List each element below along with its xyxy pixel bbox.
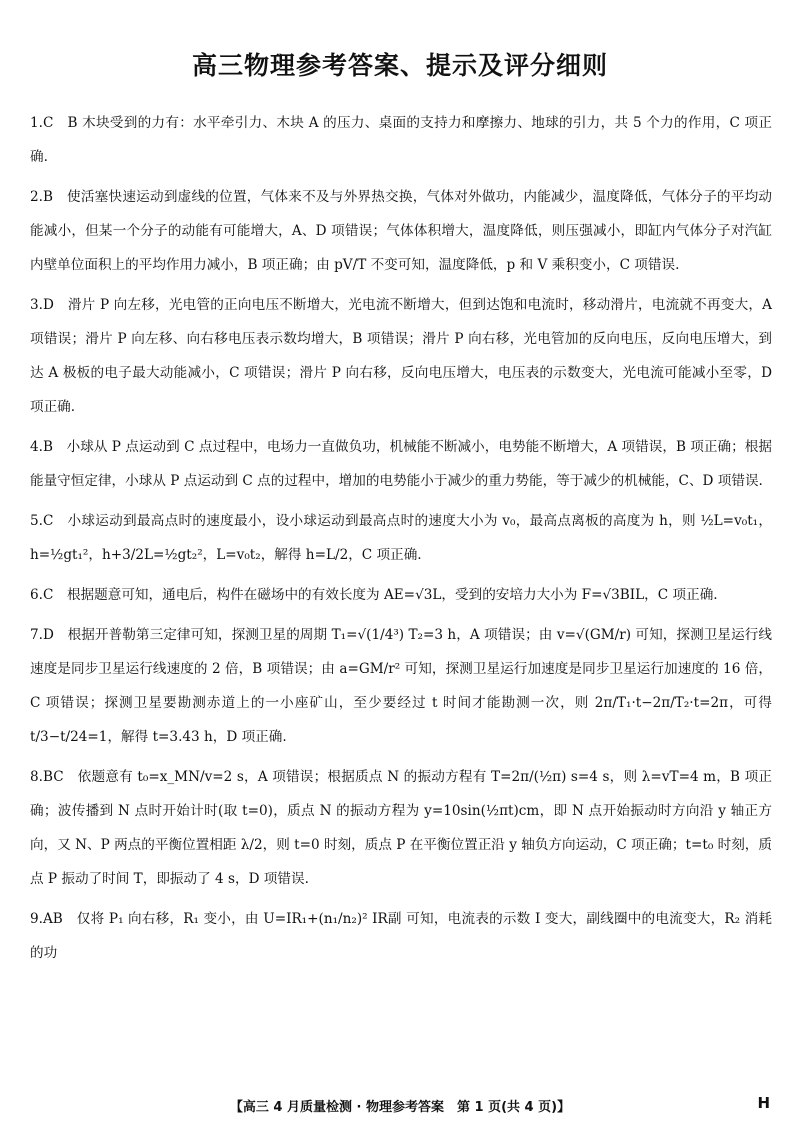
- answer-item-2: 2.B 使活塞快速运动到虚线的位置，气体来不及与外界热交换，气体对外做功，内能减少，温度降低，气体分子的平均动能减小，但某一个分子的动能有可能增大，A、D 项错误；气体体积增大，温度降低，则压强减小，即缸内气体分子对汽缸内壁单位面积上的平均作用力减小，B 项正确；由 pV/T 不变可知，温度降低，p 和 V 乘积变小，C 项错误.: [30, 189, 772, 273]
- answer-item-3: 3.D 滑片 P 向左移，光电管的正向电压不断增大，光电流不断增大，但到达饱和电流时，移动滑片，电流就不再变大，A 项错误；滑片 P 向左移、向右移电压表示数均增大，B 项错误；滑片 P 向右移，光电管加的反向电压，反向电压增大，到达 A 极板的电子最大动能减小，C 项错误；滑片 P 向右移，反向电压增大，电压表的示数变大，光电流可能减小至零，D 项正确.: [30, 297, 772, 415]
- answer-item-8: 8.BC 依题意有 t₀=x_MN/v=2 s，A 项错误；根据质点 N 的振动方程有 T=2π/(½π) s=4 s，则 λ=vT=4 m，B 项正确；波传播到 N 点时开始计时(取 t=0)，质点 N 的振动方程为 y=10sin(½πt)cm，即 N 点开始振动时方向沿 y 轴正方向，又 N、P 两点的平衡位置相距 λ/2，则 t=0 时刻，质点 P 在平衡位置正沿 y 轴负方向运动，C 项正确；t=t₀ 时刻，质点 P 振动了时间 T，即振动了 4 s，D 项错误.: [30, 769, 772, 887]
- answer-item-9: 9.AB 仅将 P₁ 向右移，R₁ 变小，由 U=IR₁+(n₁/n₂)² IR副 可知，电流表的示数 I 变大，副线圈中的电流变大，R₂ 消耗的功: [30, 911, 772, 961]
- answer-item-6: 6.C 根据题意可知，通电后，构件在磁场中的有效长度为 AE=√3L，受到的安培力大小为 F=√3BIL，C 项正确.: [30, 587, 718, 603]
- answer-item-4: 4.B 小球从 P 点运动到 C 点过程中，电场力一直做负功，机械能不断减小，电势能不断增大，A 项错误，B 项正确；根据能量守恒定律，小球从 P 点运动到 C 点的过程中，增加的电势能小于减少的重力势能，等于减少的机械能，C、D 项错误.: [30, 439, 772, 489]
- page-footer: 【高三 4 月质量检测 · 物理参考答案 第 1 页(共 4 页)】: [229, 1100, 571, 1115]
- answer-item-7: 7.D 根据开普勒第三定律可知，探测卫星的周期 T₁=√(1/4³) T₂=3 h，A 项错误；由 v=√(GM/r) 可知，探测卫星运行线速度是同步卫星运行线速度的 2 倍，B 项错误；由 a=GM/r² 可知，探测卫星运行加速度是同步卫星运行加速度的 16 倍，C 项错误；探测卫星要勘测赤道上的一小座矿山，至少要经过 t 时间才能勘测一次，则 2π/T₁·t−2π/T₂·t=2π，可得 t/3−t/24=1，解得 t=3.43 h，D 项正确.: [30, 627, 772, 745]
- answer-item-5: 5.C 小球运动到最高点时的速度最小，设小球运动到最高点时的速度大小为 v₀，最高点离板的高度为 h，则 ½L=v₀t₁，h=½gt₁²，h+3/2L=½gt₂²，L=v₀t₂，解得 h=L/2，C 项正确.: [30, 513, 772, 563]
- answer-list: [30, 106, 772, 976]
- answer-item-1: 1.C B 木块受到的力有：水平牵引力、木块 A 的压力、桌面的支持力和摩擦力、地球的引力，共 5 个力的作用，C 项正确.: [30, 115, 772, 165]
- page-title: 高三物理参考答案、提示及评分细则: [191, 51, 608, 80]
- page-letter: H: [757, 1094, 770, 1112]
